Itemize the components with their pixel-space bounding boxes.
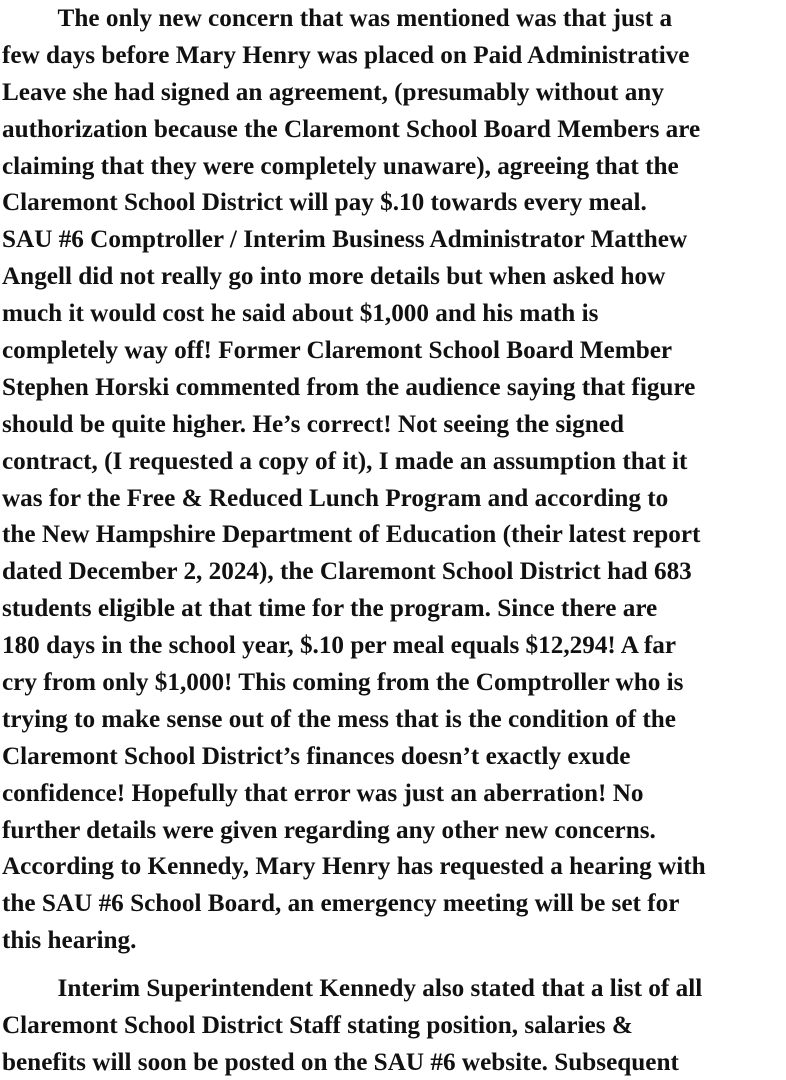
text-line: the SAU #6 School Board, an emergency meeting will be set for <box>1 889 680 918</box>
text-line: should be quite higher. He’s correct! Not seeing the signed <box>1 409 624 438</box>
text-line: students eligible at that time for the program. Since there are <box>1 594 658 623</box>
text-line: further details were given regarding any other new concerns. <box>1 815 656 844</box>
text-line: few days before Mary Henry was placed on Paid Administrative <box>1 40 690 69</box>
text-line: Angell did not really go into more details but when asked how <box>1 262 666 291</box>
text-line: The only new concern that was mentioned was that just a <box>57 4 673 32</box>
text-line: trying to make sense out of the mess that is the condition of the <box>1 704 676 733</box>
text-line: much it would cost he said about $1,000 and his math is <box>1 299 599 328</box>
text-line: Stephen Horski commented from the audience saying that figure <box>1 372 696 401</box>
text-line: this hearing. <box>1 926 137 955</box>
text-line: completely way off! Former Claremont School Board Member <box>1 336 673 365</box>
text-line: SAU #6 Comptroller / Interim Business Administrator Matthew <box>1 225 688 254</box>
text-line: Claremont School District Staff stating position, salaries & <box>1 1010 633 1039</box>
text-line: confidence! Hopefully that error was just an aberration! No <box>1 778 644 807</box>
text-line: benefits will soon be posted on the SAU #6 website. Subsequent <box>1 1047 679 1076</box>
text-line: cry from only $1,000! This coming from the Comptroller who is <box>1 668 684 697</box>
paragraph-2 <box>0 970 786 1080</box>
text-line: Claremont School District’s finances doesn’t exactly exude <box>1 741 631 770</box>
text-line: claiming that they were completely unaware), agreeing that the <box>1 151 679 180</box>
text-line: Claremont School District will pay $.10 towards every meal. <box>1 188 647 217</box>
text-line: dated December 2, 2024), the Claremont School District had 683 <box>1 557 692 586</box>
text-line: Leave she had signed an agreement, (presumably without any <box>1 77 664 106</box>
text-line: According to Kennedy, Mary Henry has requested a hearing with <box>1 852 706 881</box>
text-line: Interim Superintendent Kennedy also stated that a list of all <box>57 974 703 1002</box>
text-line: was for the Free & Reduced Lunch Program and according to <box>1 483 669 512</box>
text-line: 180 days in the school year, $.10 per meal equals $12,294! A far <box>1 631 677 660</box>
text-line: the New Hampshire Department of Education (their latest report <box>1 520 701 549</box>
text-line: contract, (I requested a copy of it), I made an assumption that it <box>1 446 688 475</box>
text-line: authorization because the Claremont School Board Members are <box>1 114 701 143</box>
